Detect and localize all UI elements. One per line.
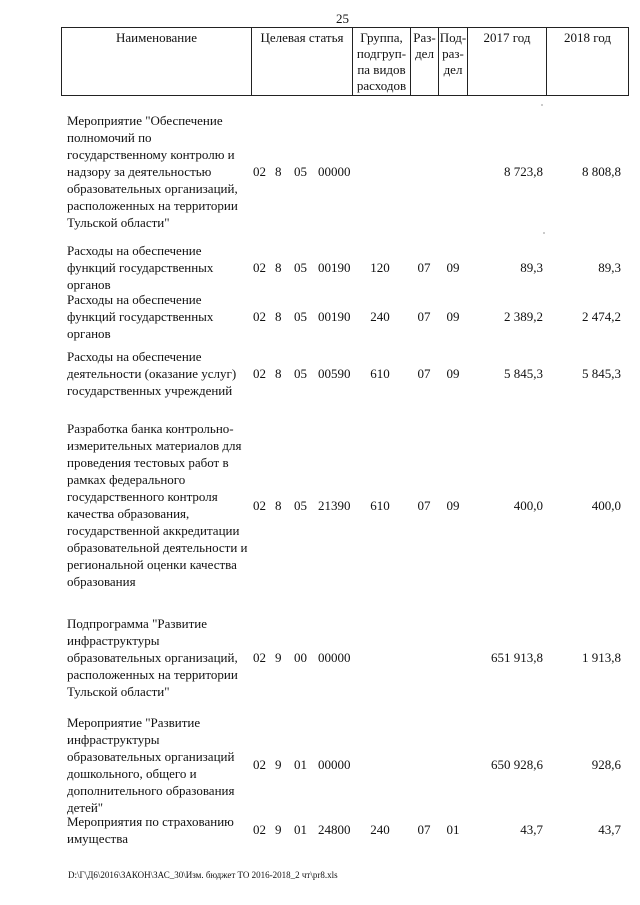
- subprogram-code: 8: [275, 164, 282, 179]
- row-name: [67, 813, 251, 847]
- main-event-code: 05: [294, 309, 307, 324]
- direction-code: 24800: [318, 822, 351, 837]
- main-event-code: 05: [294, 498, 307, 513]
- header-group-line: расходов: [356, 78, 407, 93]
- row-name-line: качества образования,: [67, 506, 190, 521]
- row-name-line: надзору за деятельностью: [67, 164, 212, 179]
- row-name: [67, 242, 251, 293]
- header-subsection-line: дел: [443, 62, 463, 77]
- subsection-code: 09: [446, 498, 460, 513]
- value-2018: 1 913,8: [582, 650, 621, 665]
- value-2017: 89,3: [520, 260, 543, 275]
- direction-code: 00190: [318, 309, 351, 324]
- row-name-line: инфраструктуры: [67, 732, 160, 747]
- row-name-line: Подпрограмма "Развитие: [67, 616, 208, 631]
- file-path-footer: D:\Г\Д6\2016\ЗАКОН\ЗАС_30\Изм. бюджет ТО 2016-2018_2 чт\pr8.xls: [68, 870, 338, 880]
- subprogram-code: 9: [275, 822, 282, 837]
- header-name: Наименование: [116, 30, 197, 45]
- row-name-line: детей": [67, 800, 104, 815]
- table-header: [0, 0, 640, 100]
- main-event-code: 01: [294, 822, 307, 837]
- row-name: [67, 420, 251, 590]
- header-year-2017: 2017 год: [483, 30, 531, 45]
- header-divider: [628, 27, 629, 96]
- row-name-line: государственному контролю и: [67, 147, 235, 162]
- value-2018: 5 845,3: [582, 366, 621, 381]
- program-code: 02: [253, 498, 266, 513]
- section-code: 07: [417, 498, 431, 513]
- group-code: 240: [370, 822, 390, 837]
- value-2017: 43,7: [520, 822, 543, 837]
- value-2017: 5 845,3: [504, 366, 543, 381]
- row-name-line: расположенных на территории: [67, 198, 238, 213]
- program-code: 02: [253, 650, 266, 665]
- group-code: 240: [370, 309, 390, 324]
- value-2018: 928,6: [591, 757, 621, 772]
- row-name-line: полномочий по: [67, 130, 152, 145]
- row-name-line: государственных учреждений: [67, 383, 233, 398]
- program-code: 02: [253, 164, 266, 179]
- header-subsection-line: раз-: [442, 46, 464, 61]
- row-name-line: измерительных материалов для: [67, 438, 242, 453]
- group-code: 610: [370, 366, 390, 381]
- row-name-line: образования: [67, 574, 136, 589]
- row-name-line: дополнительного образования: [67, 783, 235, 798]
- header-section: [411, 30, 438, 62]
- main-event-code: 05: [294, 260, 307, 275]
- header-subsection: [439, 30, 467, 78]
- value-2018: 400,0: [591, 498, 621, 513]
- row-name-line: государственной аккредитации: [67, 523, 240, 538]
- row-name-line: дошкольного, общего и: [67, 766, 197, 781]
- subprogram-code: 8: [275, 309, 282, 324]
- group-code: 120: [370, 260, 390, 275]
- value-2018: 8 808,8: [582, 164, 621, 179]
- value-2018: 43,7: [598, 822, 621, 837]
- direction-code: 00000: [318, 164, 351, 179]
- main-event-code: 05: [294, 164, 307, 179]
- row-name-line: рамках федерального: [67, 472, 186, 487]
- row-name-line: органов: [67, 277, 111, 292]
- row-name-line: Расходы на обеспечение: [67, 292, 202, 307]
- program-code: 02: [253, 822, 266, 837]
- subsection-code: 09: [446, 309, 460, 324]
- row-name-line: региональной оценки качества: [67, 557, 237, 572]
- subsection-code: 09: [446, 366, 460, 381]
- row-name-line: инфраструктуры: [67, 633, 160, 648]
- row-name-line: органов: [67, 326, 111, 341]
- program-code: 02: [253, 260, 266, 275]
- direction-code: 00590: [318, 366, 351, 381]
- group-code: 610: [370, 498, 390, 513]
- row-name-line: функций государственных: [67, 260, 214, 275]
- value-2017: 2 389,2: [504, 309, 543, 324]
- header-group-line: па видов: [357, 62, 406, 77]
- row-name: [67, 615, 251, 700]
- section-code: 07: [417, 309, 431, 324]
- header-section-line: дел: [415, 46, 434, 61]
- row-name-line: функций государственных: [67, 309, 214, 324]
- header-bottom-border: [61, 95, 629, 96]
- direction-code: 00000: [318, 650, 351, 665]
- row-name-line: Тульской области": [67, 684, 170, 699]
- value-2017: 8 723,8: [504, 164, 543, 179]
- section-code: 07: [417, 366, 431, 381]
- section-code: 07: [417, 260, 431, 275]
- row-name-line: Мероприятие "Развитие: [67, 715, 201, 730]
- row-name: [67, 291, 251, 342]
- subsection-code: 01: [446, 822, 460, 837]
- main-event-code: 05: [294, 366, 307, 381]
- program-code: 02: [253, 366, 266, 381]
- subprogram-code: 8: [275, 366, 282, 381]
- row-name-line: образовательных организаций,: [67, 181, 238, 196]
- row-name: [67, 348, 251, 399]
- row-name-line: проведения тестовых работ в: [67, 455, 229, 470]
- page-number: 25: [336, 11, 349, 26]
- header-top-border: [61, 27, 629, 28]
- row-name-line: Расходы на обеспечение: [67, 243, 202, 258]
- header-group-line: Группа,: [360, 30, 403, 45]
- direction-code: 21390: [318, 498, 351, 513]
- row-name-line: государственного контроля: [67, 489, 218, 504]
- row-name-line: Разработка банка контрольно-: [67, 421, 234, 436]
- value-2018: 89,3: [598, 260, 621, 275]
- header-group-line: подгруп-: [356, 46, 407, 61]
- main-event-code: 00: [294, 650, 307, 665]
- scan-speck: [541, 104, 543, 106]
- header-target-article: Целевая статья: [260, 30, 344, 45]
- row-name-line: Мероприятия по страхованию: [67, 814, 234, 829]
- main-event-code: 01: [294, 757, 307, 772]
- row-name-line: образовательных организаций: [67, 749, 235, 764]
- direction-code: 00000: [318, 757, 351, 772]
- row-name-line: Тульской области": [67, 215, 170, 230]
- program-code: 02: [253, 309, 266, 324]
- subprogram-code: 8: [275, 498, 282, 513]
- row-name: [67, 714, 251, 816]
- program-code: 02: [253, 757, 266, 772]
- scan-speck: [543, 232, 545, 234]
- subprogram-code: 9: [275, 757, 282, 772]
- header-section-line: Раз-: [413, 30, 436, 45]
- value-2018: 2 474,2: [582, 309, 621, 324]
- subprogram-code: 9: [275, 650, 282, 665]
- value-2017: 650 928,6: [491, 757, 543, 772]
- header-group: [353, 30, 410, 94]
- subprogram-code: 8: [275, 260, 282, 275]
- header-year-2018: 2018 год: [564, 30, 611, 45]
- row-name-line: Мероприятие "Обеспечение: [67, 113, 223, 128]
- value-2017: 400,0: [513, 498, 543, 513]
- row-name-line: Расходы на обеспечение: [67, 349, 202, 364]
- section-code: 07: [417, 822, 431, 837]
- value-2017: 651 913,8: [491, 650, 543, 665]
- direction-code: 00190: [318, 260, 351, 275]
- row-name-line: имущества: [67, 831, 128, 846]
- header-subsection-line: Под-: [439, 30, 467, 45]
- row-name-line: деятельности (оказание услуг): [67, 366, 237, 381]
- row-name-line: образовательной деятельности и: [67, 540, 248, 555]
- row-name: [67, 112, 251, 231]
- row-name-line: образовательных организаций,: [67, 650, 238, 665]
- row-name-line: расположенных на территории: [67, 667, 238, 682]
- subsection-code: 09: [446, 260, 460, 275]
